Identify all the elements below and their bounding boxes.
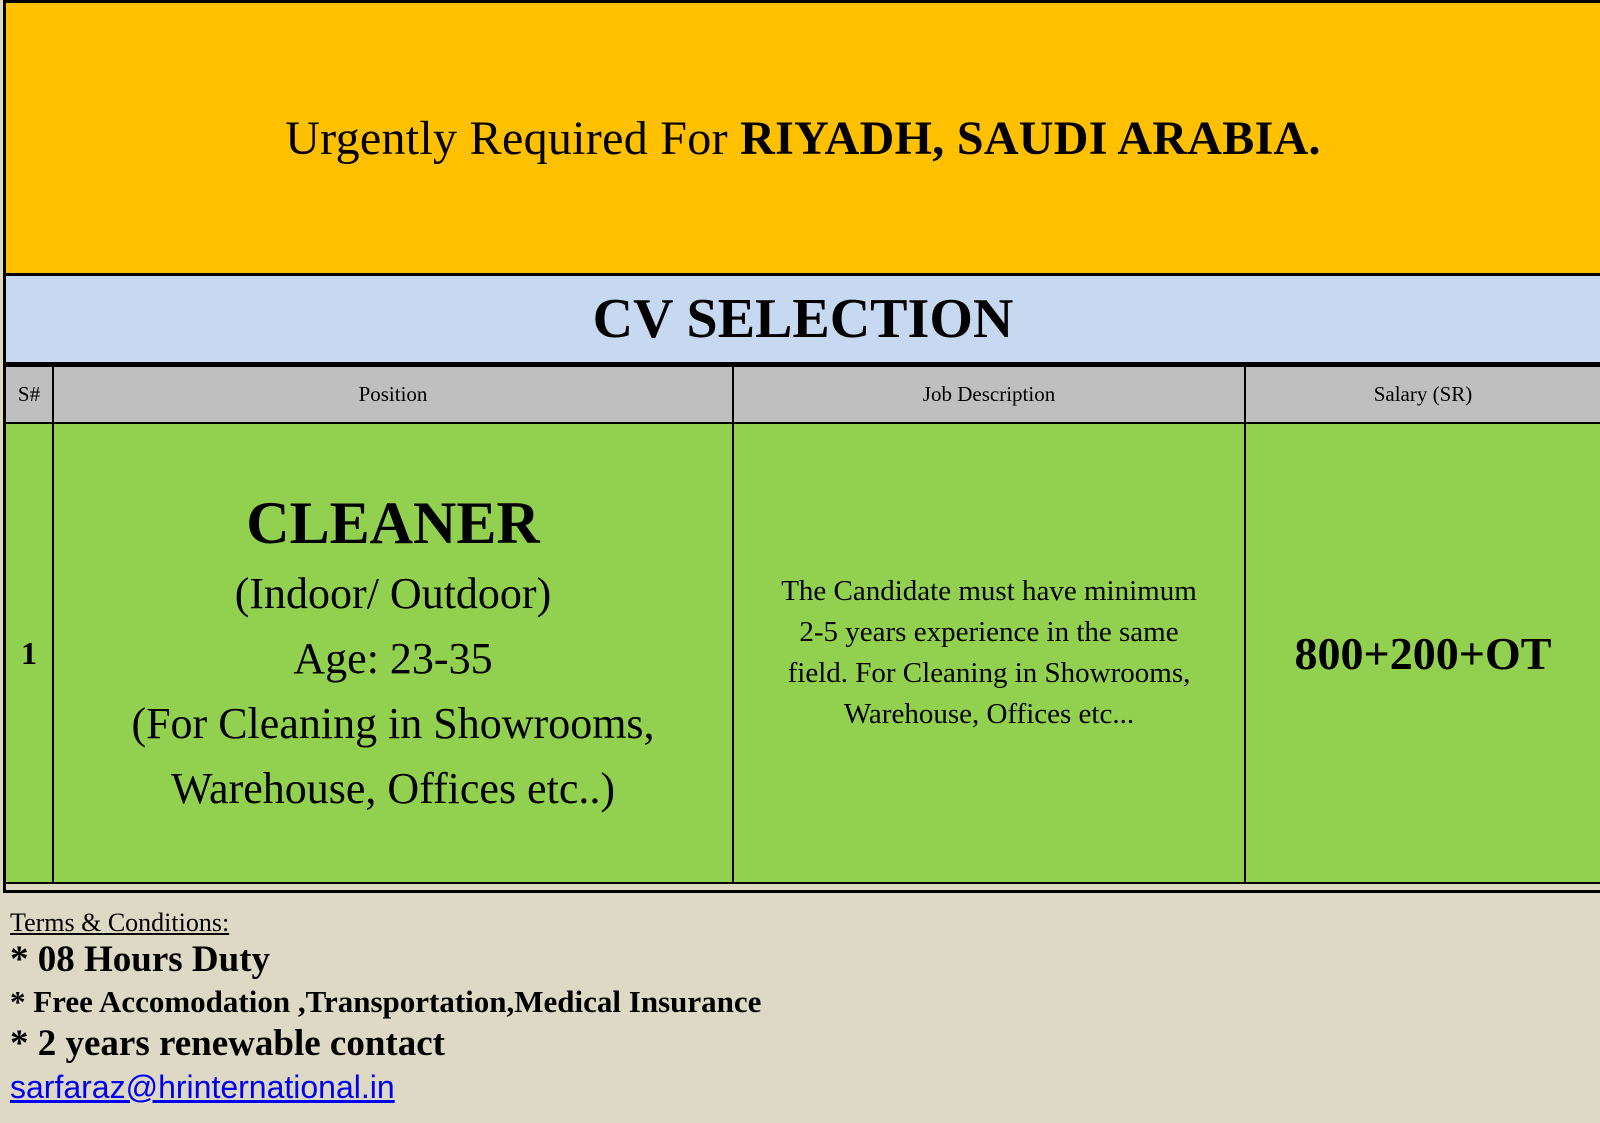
description-line: 2-5 years experience in the same [799, 616, 1179, 648]
terms-item-hours: * 08 Hours Duty [10, 939, 271, 980]
table-header-row [6, 366, 1600, 423]
contact-email-link[interactable]: sarfaraz@hrinternational.in [10, 1069, 395, 1105]
position-scope-line-2: Warehouse, Offices etc..) [171, 764, 615, 813]
job-sheet [3, 0, 1600, 893]
banner-location: RIYADH, SAUDI ARABIA. [740, 111, 1321, 165]
section-title: CV SELECTION [6, 276, 1600, 365]
terms-section [10, 908, 1010, 1106]
terms-item-contract: * 2 years renewable contact [10, 1023, 445, 1064]
terms-heading: Terms & Conditions: [10, 908, 230, 937]
terms-item-benefits: * Free Accomodation ,Transportation,Medical Insurance [10, 984, 762, 1019]
table-row [6, 423, 1600, 883]
header-salary: Salary (SR) [1245, 366, 1600, 423]
header-job-description: Job Description [733, 366, 1245, 423]
description-line: field. For Cleaning in Showrooms, [787, 657, 1191, 689]
row-job-description [733, 423, 1245, 883]
row-sn: 1 [6, 423, 53, 883]
header-position: Position [53, 366, 733, 423]
header-sn: S# [6, 366, 53, 423]
description-line: The Candidate must have minimum [781, 575, 1197, 607]
position-title: CLEANER [246, 490, 540, 556]
position-scope-line-1: (For Cleaning in Showrooms, [131, 699, 655, 748]
row-position [53, 423, 733, 883]
position-type: (Indoor/ Outdoor) [234, 569, 552, 618]
position-age: Age: 23-35 [293, 634, 493, 683]
banner-prefix: Urgently Required For [285, 111, 741, 165]
banner [6, 3, 1600, 276]
row-salary: 800+200+OT [1245, 423, 1600, 883]
jobs-table [6, 365, 1600, 884]
description-line: Warehouse, Offices etc... [843, 698, 1135, 730]
